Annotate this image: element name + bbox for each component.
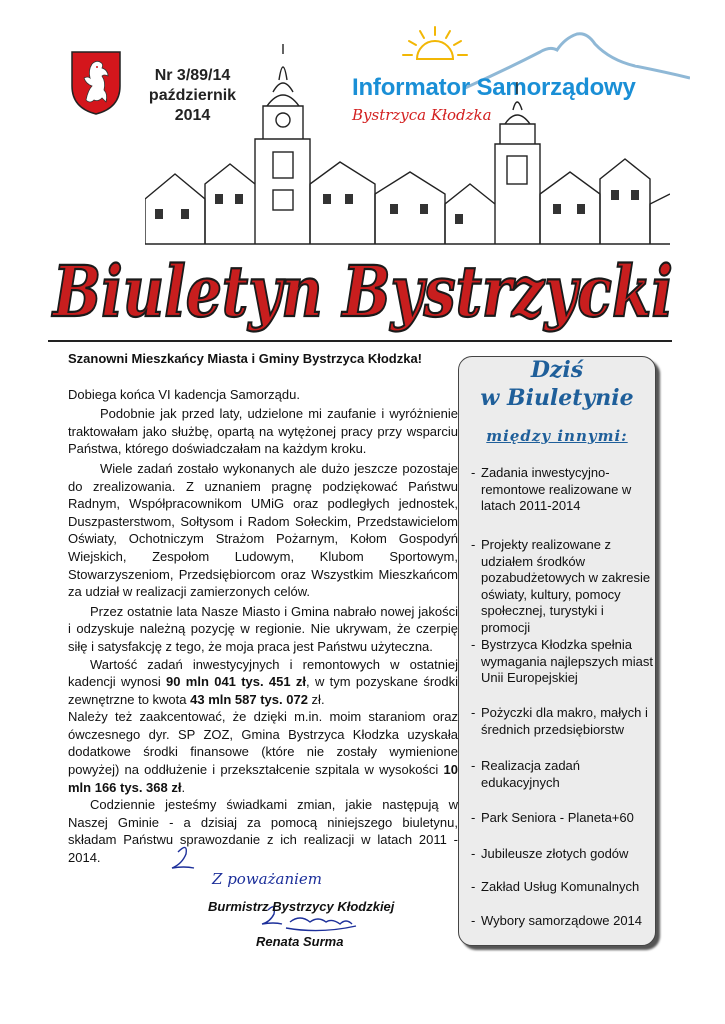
contents-subtitle: między innymi: <box>486 427 628 445</box>
list-item: - Park Seniora - Planeta+60 <box>471 810 653 827</box>
issue-month: październik <box>148 87 237 104</box>
list-item-text: Zakład Usług Komunalnych <box>481 879 640 894</box>
list-item-text: Jubileusze złotych godów <box>481 846 629 861</box>
issue-year: 2014 <box>174 107 211 124</box>
letter-paragraph-hospital <box>68 708 458 796</box>
letter-paragraph: Wiele zadań zostało wykonanych ale dużo jeszcze pozostaje do zrealizowania. Z uznaniem pragnę podziękować Państwu Radnym, Współpracownikom UMiG oraz podległych jednostek, Duszpasterstwom, Sołtysom i Radom Sołeckim, Przedstawicielom Oświaty, Ochotniczym Strażom Pożarnym, Kołom Gospodyń Wiejskich, Zespołom Ludowym, Klubom Sportowym, Stowarzyszeniom, Przedsiębiorcom oraz Wszystkim Mieszkańcom za udział w realizacji zamierzonych celów. <box>68 460 458 600</box>
masthead-title-text: Biuletyn Bystrzycki <box>51 250 674 333</box>
contents-title-line1: Dziś <box>530 357 584 383</box>
list-item: - Jubileusze złotych godów <box>471 846 653 863</box>
list-item-text: Pożyczki dla makro, małych i średnich przedsiębiorstw <box>481 705 648 737</box>
header-divider <box>48 340 672 342</box>
list-item: - Realizacja zadań edukacyjnych <box>471 758 653 791</box>
list-item-text: Park Seniora - Planeta+60 <box>481 810 634 825</box>
letter-paragraph: Podobnie jak przed laty, udzielone mi zaufanie i wyróżnienie traktowałam jako służbę, opartą na wytężonej pracy przy wsparciu Państwa, którego doświadczałam na każdym kroku. <box>68 406 458 457</box>
issue-number: Nr 3/89/14 <box>154 67 231 84</box>
text-span: Wartość zadań inwestycyjnych i remontowych w ostatniej kadencji wynosi <box>68 656 458 690</box>
contents-title-line2: w Biuletynie <box>480 385 634 411</box>
value-hospital-funds: 10 mln 166 tys. 368 zł <box>68 762 458 795</box>
signature-script: Z poważaniem <box>212 870 323 888</box>
list-item-text: Wybory samorządowe 2014 <box>481 913 643 928</box>
list-item-text: Realizacja zadań edukacyjnych <box>481 758 581 790</box>
letter-opening: Dobiega końca VI kadencja Samorządu. <box>68 386 300 402</box>
masthead-title <box>48 250 678 336</box>
list-item-text: Projekty realizowane z udziałem środków pozabudżetowych w zakresie oświaty, kultury, pomocy społecznej, turystyki i promocji <box>481 537 651 635</box>
letter-paragraph: Przez ostatnie lata Nasze Miasto i Gmina nabrało nowej jakości i odzyskuje należną pozycję w regionie. Nie ukrywam, że czerpię siłę i satysfakcję z tego, że moja praca jest Państwu użyteczna. <box>68 603 458 654</box>
informator-subtitle: Bystrzyca Kłodzka <box>352 106 492 124</box>
letter-paragraph-values <box>68 656 458 709</box>
list-item: - Zakład Usług Komunalnych <box>471 879 653 896</box>
mayor-letter <box>68 350 458 867</box>
value-external-funds: 43 mln 587 tys. 072 <box>190 691 308 707</box>
text-span: zł. <box>307 691 325 707</box>
list-item: - Bystrzyca Kłodzka spełnia wymagania najlepszych miast Unii Europejskiej <box>471 637 653 685</box>
letter-greeting: Szanowni Mieszkańcy Miasta i Gminy Bystrzyca Kłodzka! <box>68 351 423 366</box>
list-item: - Wybory samorządowe 2014 <box>471 913 653 930</box>
letter-paragraph: Codziennie jesteśmy świadkami zmian, jakie następują w Naszej Gminie - a dzisiaj za pomocą niniejszego biuletynu, składam Państwu sprawozdanie z ich realizacji w latach 2011 - 2014. <box>68 797 458 866</box>
text-span: Należy też zaakcentować, że dzięki m.in. moim staraniom oraz ówczesnego dyr. SP ZOZ, Gmina Bystrzyca Kłodzka uzyskała dodatkowe środki finansowe (które nie zostały wymienione powyżej) na oddłużenie i przekształcenie szpitala w wysokości <box>68 709 458 778</box>
coat-of-arms-icon <box>70 50 122 116</box>
informator-title: Informator Samorządowy <box>352 74 636 101</box>
list-item: - Pożyczki dla makro, małych i średnich przedsiębiorstw <box>471 705 653 738</box>
text-span: , w tym pozyskane środki zewnętrzne to kwota <box>68 674 459 707</box>
list-item-text: Bystrzyca Kłodzka spełnia wymagania najlepszych miast Unii Europejskiej <box>481 637 653 685</box>
contents-box <box>458 356 656 946</box>
list-item-text: Zadania inwestycyjno-remontowe realizowane w latach 2011-2014 <box>481 465 632 513</box>
value-total-investments: 90 mln 041 tys. 451 zł <box>166 674 307 690</box>
signature-name: Renata Surma <box>256 934 344 949</box>
signature-role: Burmistrz Bystrzycy Kłodzkiej <box>208 899 395 914</box>
town-panorama-illustration <box>145 44 670 254</box>
list-item: - Projekty realizowane z udziałem środków pozabudżetowych w zakresie oświaty, kultury, pomocy społecznej, turystyki i promocji <box>471 537 653 636</box>
text-span: . <box>181 779 186 795</box>
list-item: - Zadania inwestycyjno-remontowe realizowane w latach 2011-2014 <box>471 465 653 515</box>
